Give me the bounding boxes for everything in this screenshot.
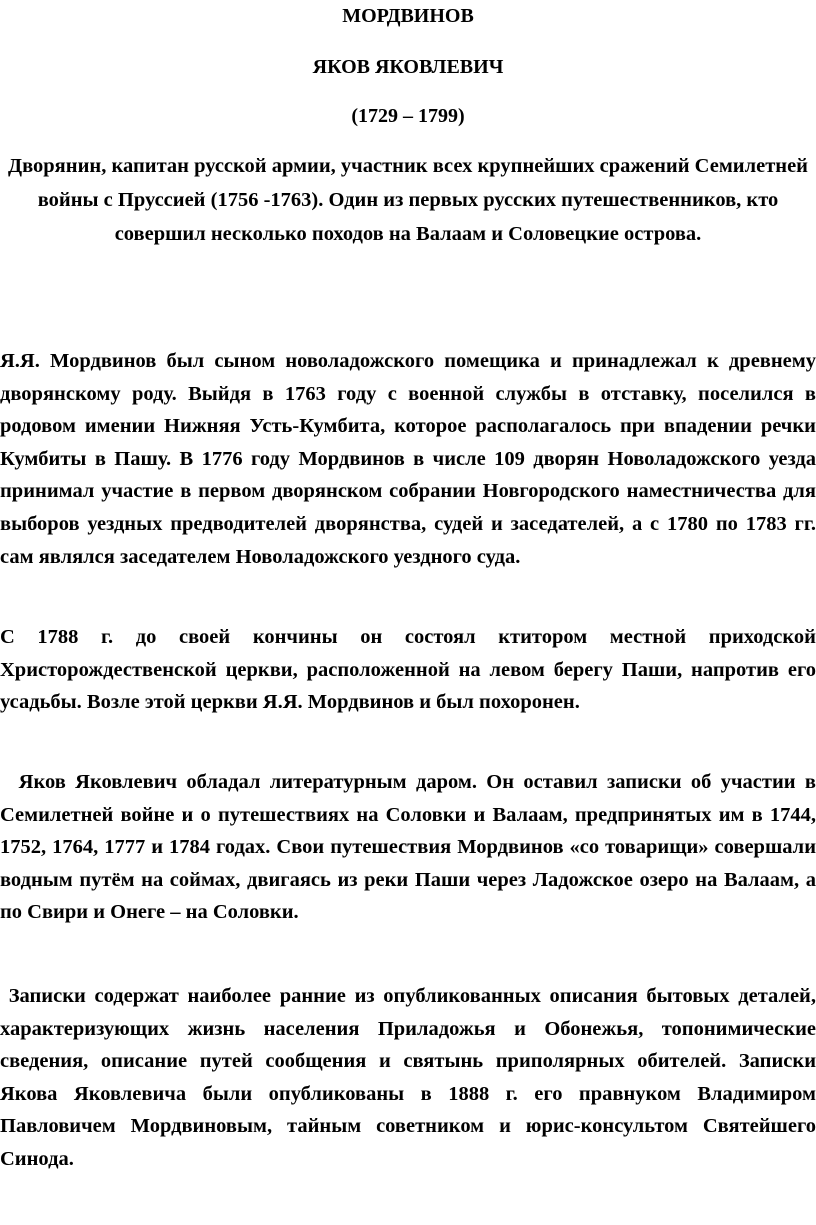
paragraph-text: Яков Яковлевич обладал литературным даром. Он оставил записки об участии в Семилетней войне и о путешествиях на Соловки и Валаам, предпринятых им в 1744, 1752, 1764, 1777 и 1784 годах. Свои путешествия Мордвинов «со товарищи» совершали водным путём на соймах, двигаясь из реки Паши через Ладожское озеро на Валаам, а по Свири и Онеге – на Соловки. bbox=[0, 771, 816, 924]
paragraph-text: Записки содержат наиболее ранние из опубликованных описания бытовых деталей, характеризующих жизнь населения Приладожья и Обонежья, топонимические сведения, описание путей сообщения и святынь приполярных обителей. Записки Якова Яковлевича были опубликованы в 1888 г. его правнуком Владимиром Павловичем Мордвиновым, тайным советником и юрис-консультом Святейшего Синода. bbox=[0, 985, 816, 1170]
title-surname: МОРДВИНОВ bbox=[342, 5, 474, 27]
paragraph-text: С 1788 г. до своей кончины он состоял ктитором местной приходской Христорождественской церкви, расположенной на левом берегу Паши, напротив его усадьбы. Возле этой церкви Я.Я. Мордвинов и был похоронен. bbox=[0, 626, 816, 714]
paragraph-notes bbox=[0, 980, 816, 1176]
paragraph-indent bbox=[0, 771, 19, 793]
intro-summary: Дворянин, капитан русской армии, участник всех крупнейших сражений Семилетней войны с Пруссией (1756 -1763). Один из первых русских путешественников, кто совершил несколько походов на Валаам и Соловецкие острова. bbox=[8, 155, 808, 245]
paragraph-church bbox=[0, 621, 816, 719]
paragraph-indent bbox=[0, 985, 9, 1007]
title-given-names: ЯКОВ ЯКОВЛЕВИЧ bbox=[312, 56, 504, 78]
paragraph-travels bbox=[0, 766, 816, 929]
paragraph-text: Я.Я. Мордвинов был сыном новоладожского помещика и принадлежал к древнему дворянскому роду. Выйдя в 1763 году с военной службы в отставку, поселился в родовом имении Нижняя Усть-Кумбита, которое располагалось при впадении речки Кумбиты в Пашу. В 1776 году Мордвинов в числе 109 дворян Новоладожского уезда принимал участие в первом дворянском собрании Новгородского наместничества для выборов уездных предводителей дворянства, судей и заседателей, а с 1780 по 1783 гг. сам являлся заседателем Новоладожского уездного суда. bbox=[0, 350, 816, 568]
life-years: (1729 – 1799) bbox=[351, 105, 465, 127]
paragraph-origin bbox=[0, 345, 816, 573]
